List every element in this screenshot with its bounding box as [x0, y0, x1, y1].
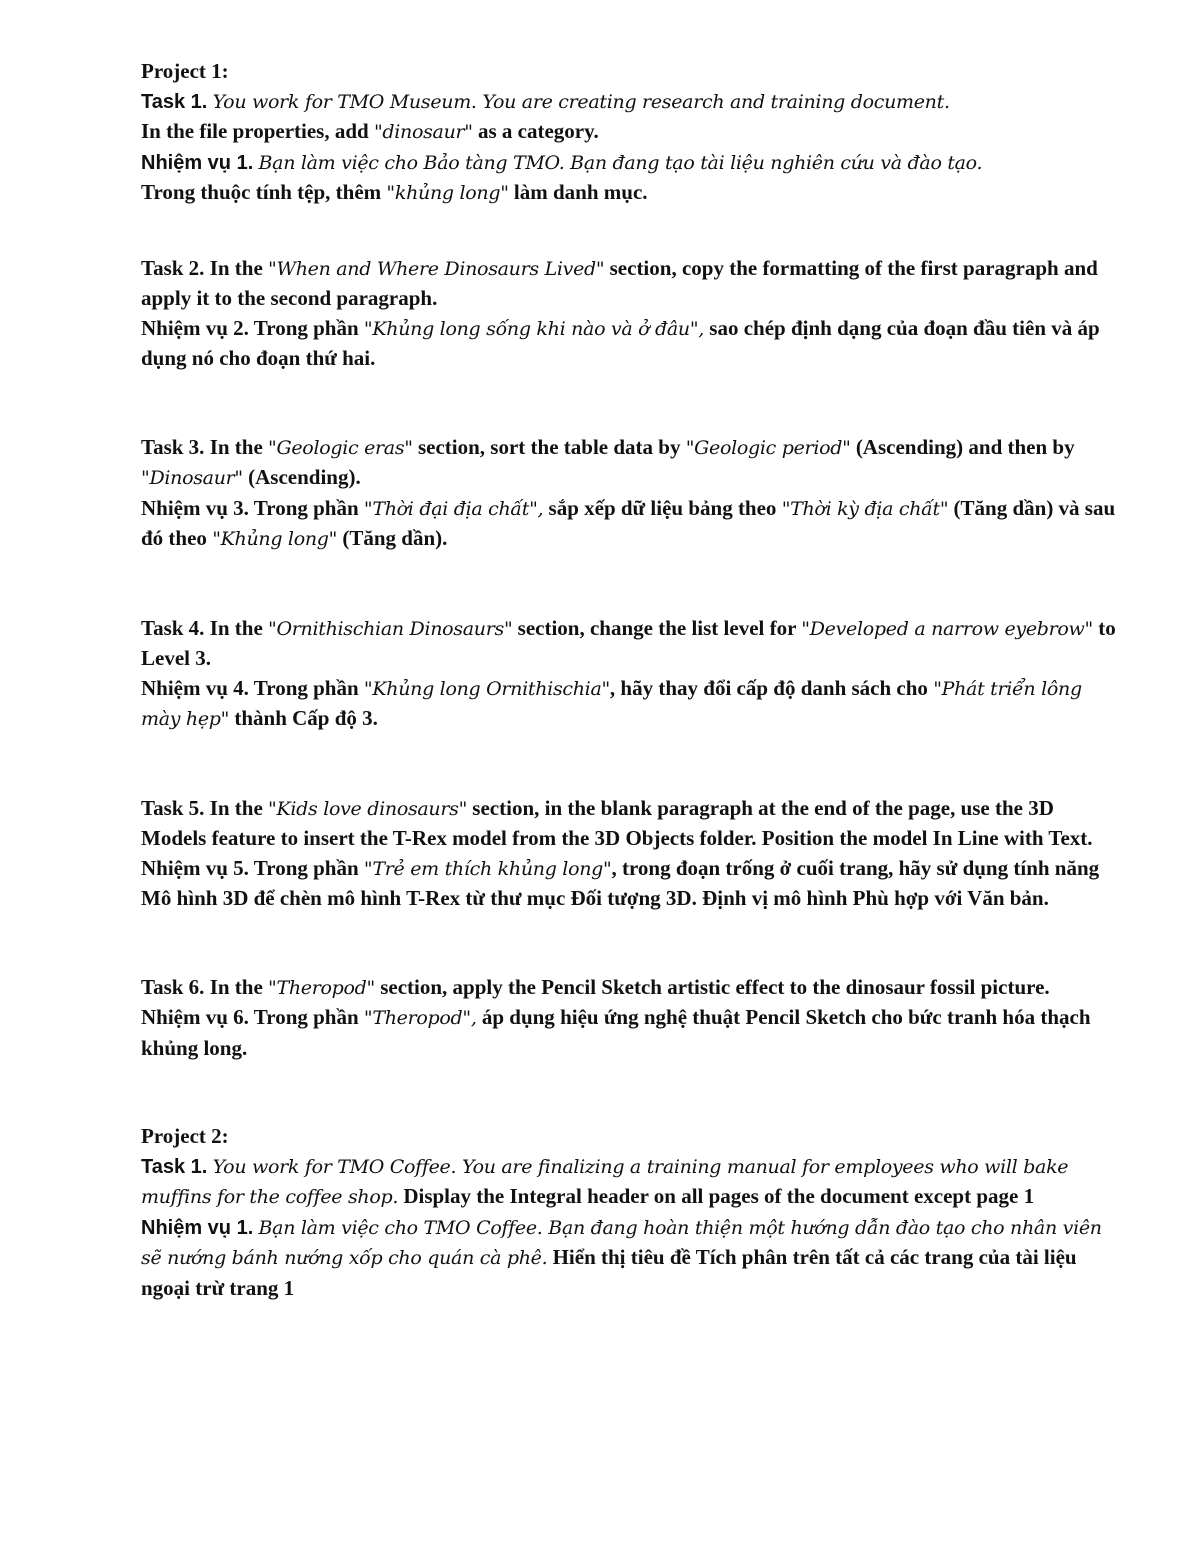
task-2-english: Task 2. In the "When and Where Dinosaurs Lived" section, copy the formatting of the first paragraph and apply it to the second paragraph.: [141, 255, 1098, 310]
task-2-vietnamese: Nhiệm vụ 2. Trong phần "Khủng long sống khi nào và ở đâu", sao chép định dạng của đoạn đầu tiên và áp dụng nó cho đoạn thứ hai.: [141, 315, 1100, 370]
project-1-task-5: [141, 794, 1116, 914]
project-1-task-6: [141, 973, 1116, 1064]
task-1-english: Task 1. You work for TMO Museum. You are creating research and training document.: [141, 90, 950, 113]
task-4-vietnamese: Nhiệm vụ 4. Trong phần "Khủng long Ornithischia", hãy thay đổi cấp độ danh sách cho "Phát triển lông mày hẹp" thành Cấp độ 3.: [141, 675, 1082, 730]
project-2-task-1: [141, 1122, 1116, 1303]
task-5-english: Task 5. In the "Kids love dinosaurs" section, in the blank paragraph at the end of the page, use the 3D Models feature to insert the T-Rex model from the 3D Objects folder. Position the model In Line with Text.: [141, 795, 1093, 850]
project-1-title: Project 1:: [141, 59, 229, 83]
task-4-english: Task 4. In the "Ornithischian Dinosaurs" section, change the list level for "Developed a narrow eyebrow" to Level 3.: [141, 615, 1116, 670]
project-2-task-1-vietnamese: Nhiệm vụ 1. Bạn làm việc cho TMO Coffee. Bạn đang hoàn thiện một hướng dẫn đào tạo cho nhân viên sẽ nướng bánh nướng xốp cho quán cà phê. Hiển thị tiêu đề Tích phân trên tất cả các trang của tài liệu ngoại trừ trang 1: [141, 1216, 1102, 1300]
task-1-english-line-2: In the file properties, add "dinosaur" as a category.: [141, 119, 599, 143]
project-2-task-1-english: Task 1. You work for TMO Coffee. You are finalizing a training manual for employees who will bake muffins for the coffee shop. Display the Integral header on all pages of the document except page 1: [141, 1155, 1069, 1208]
document-page: [141, 57, 1116, 1362]
task-3-vietnamese: Nhiệm vụ 3. Trong phần "Thời đại địa chất", sắp xếp dữ liệu bảng theo "Thời kỳ địa chất" (Tăng dần) và sau đó theo "Khủng long" (Tăng dần).: [141, 495, 1116, 550]
task-1-vietnamese-line-2: Trong thuộc tính tệp, thêm "khủng long" làm danh mục.: [141, 180, 648, 204]
task-3-english: Task 3. In the "Geologic eras" section, sort the table data by "Geologic period" (Ascending) and then by "Dinosaur" (Ascending).: [141, 434, 1075, 489]
project-1-task-3: [141, 433, 1116, 555]
project-1-task-2: [141, 254, 1116, 374]
project-2-title: Project 2:: [141, 1124, 229, 1148]
project-1-task-4: [141, 614, 1116, 735]
task-6-vietnamese: Nhiệm vụ 6. Trong phần "Theropod", áp dụng hiệu ứng nghệ thuật Pencil Sketch cho bức tranh hóa thạch khủng long.: [141, 1005, 1091, 1060]
task-1-vietnamese: Nhiệm vụ 1. Bạn làm việc cho Bảo tàng TMO. Bạn đang tạo tài liệu nghiên cứu và đào tạo.: [141, 151, 983, 174]
task-5-vietnamese: Nhiệm vụ 5. Trong phần "Trẻ em thích khủng long", trong đoạn trống ở cuối trang, hãy sử dụng tính năng Mô hình 3D để chèn mô hình T-Rex từ thư mục Đối tượng 3D. Định vị mô hình Phù hợp với Văn bản.: [141, 855, 1100, 910]
task-6-english: Task 6. In the "Theropod" section, apply the Pencil Sketch artistic effect to the dinosaur fossil picture.: [141, 974, 1050, 999]
project-1-task-1: [141, 57, 1116, 209]
